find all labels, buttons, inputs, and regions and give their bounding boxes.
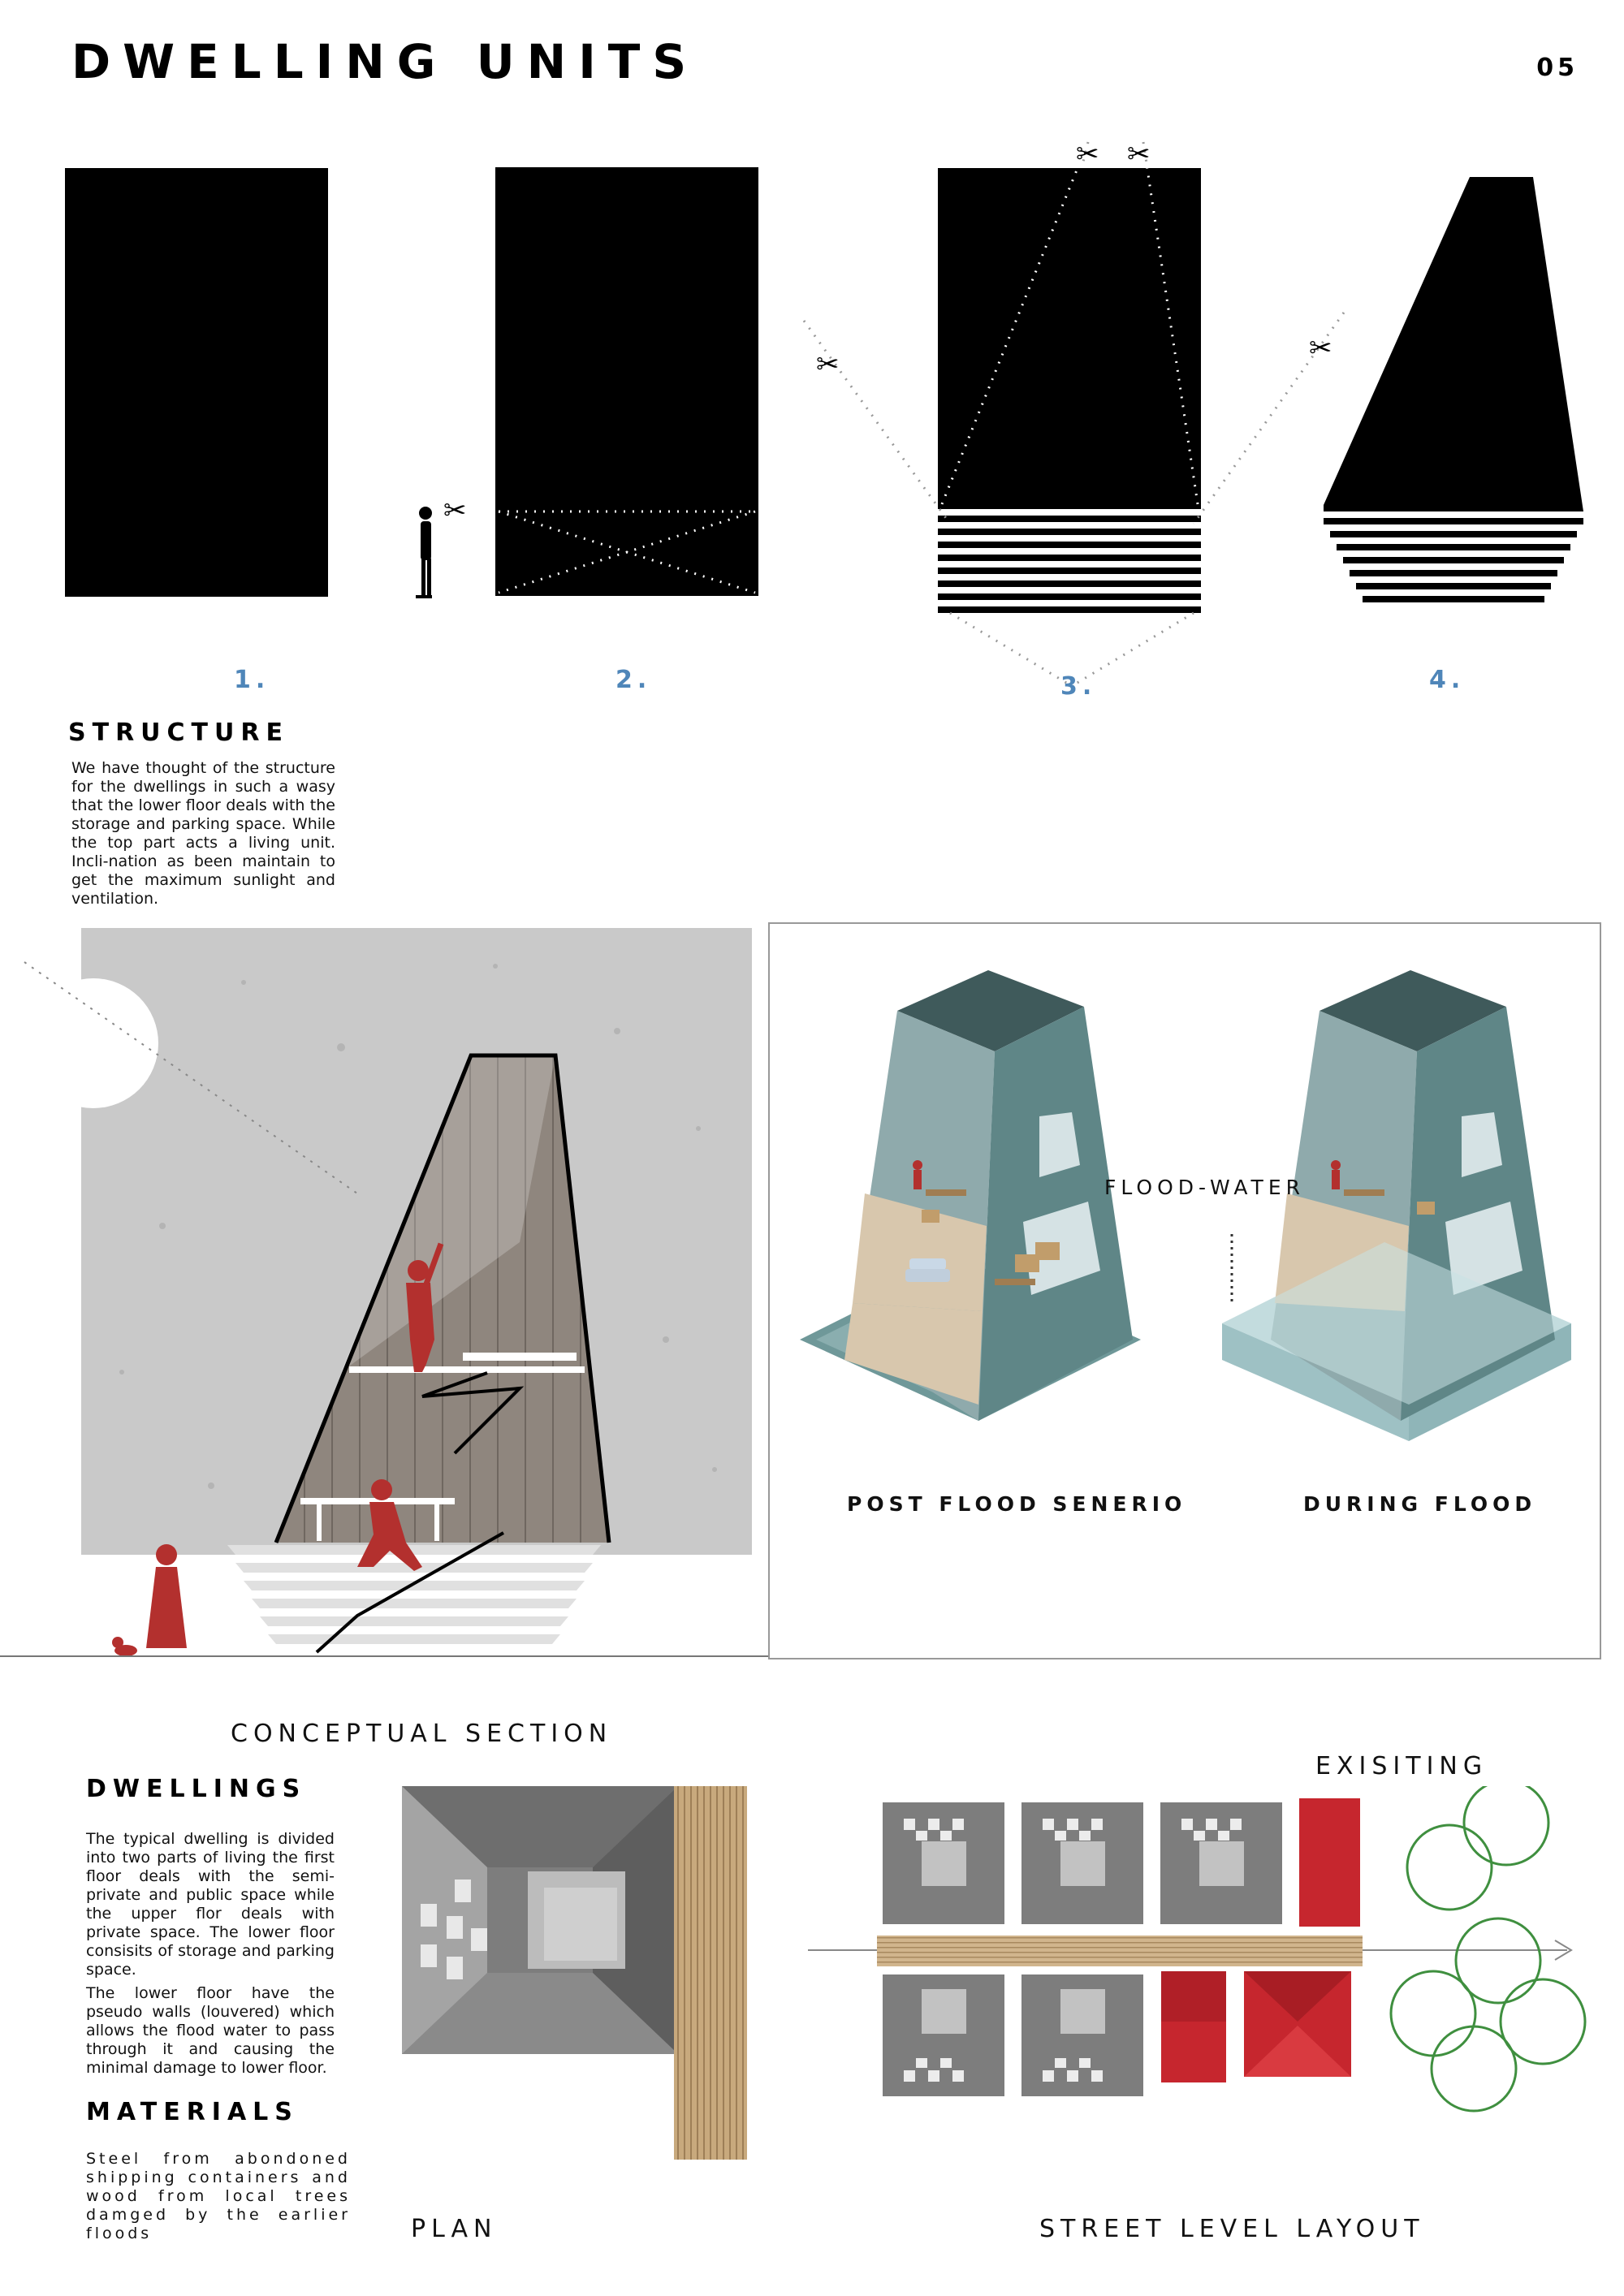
dwellings-text-1: The typical dwelling is divided into two parts of living the first floor deals with the semi-private and public space while the upper flor deals with private space. The lower floor consisits of storage and parking space. (86, 1830, 335, 1979)
step-label-1: 1. (234, 666, 270, 694)
plan-caption: PLAN (411, 2215, 498, 2243)
svg-text:✂: ✂ (816, 348, 840, 381)
post-flood-label: POST FLOOD SENERIO (847, 1492, 1187, 1516)
step-2-diagram (406, 162, 763, 605)
conceptual-section-caption: CONCEPTUAL SECTION (231, 1720, 613, 1748)
step-1-block (63, 166, 331, 601)
page-title: DWELLING UNITS (71, 34, 699, 89)
flood-scenarios-panel (767, 921, 1604, 1662)
step-label-4: 4. (1429, 666, 1466, 694)
step-4-diagram (1315, 170, 1600, 613)
step-label-2: 2. (615, 666, 652, 694)
svg-text:✂: ✂ (443, 494, 467, 527)
plan-drawing (398, 1782, 763, 2168)
svg-text:✂: ✂ (1076, 138, 1099, 170)
conceptual-section (0, 917, 820, 1668)
dwellings-heading: DWELLINGS (86, 1775, 307, 1803)
street-layout-caption: STREET LEVEL LAYOUT (1039, 2215, 1425, 2243)
step-label-3: 3. (1060, 672, 1097, 701)
existing-label: EXISITING (1315, 1752, 1488, 1780)
materials-heading: MATERIALS (86, 2098, 299, 2126)
dwellings-text-2: The lower floor have the pseudo walls (louvered) which allows the flood water to pass through it and causing the minimal damage to lower floor. (86, 1984, 335, 2077)
svg-text:✂: ✂ (1309, 332, 1332, 365)
during-flood-label: DURING FLOOD (1303, 1492, 1537, 1516)
svg-text:✂: ✂ (1127, 138, 1151, 170)
street-layout (808, 1786, 1612, 2135)
step-3-diagram (796, 126, 1364, 694)
structure-heading: STRUCTURE (68, 719, 289, 747)
materials-text: Steel from abondoned shipping containers and wood from local trees damged by the earlier floods (86, 2150, 351, 2242)
flood-water-label: FLOOD-WATER (1104, 1176, 1305, 1199)
structure-text: We have thought of the structure for the dwellings in such a wasy that the lower floor deals with the storage and parking space. While the top part acts a living unit. Incli-nation as been maintain to get the maximum sunlight and ventilation. (71, 759, 335, 908)
page-number: 05 (1536, 54, 1579, 82)
